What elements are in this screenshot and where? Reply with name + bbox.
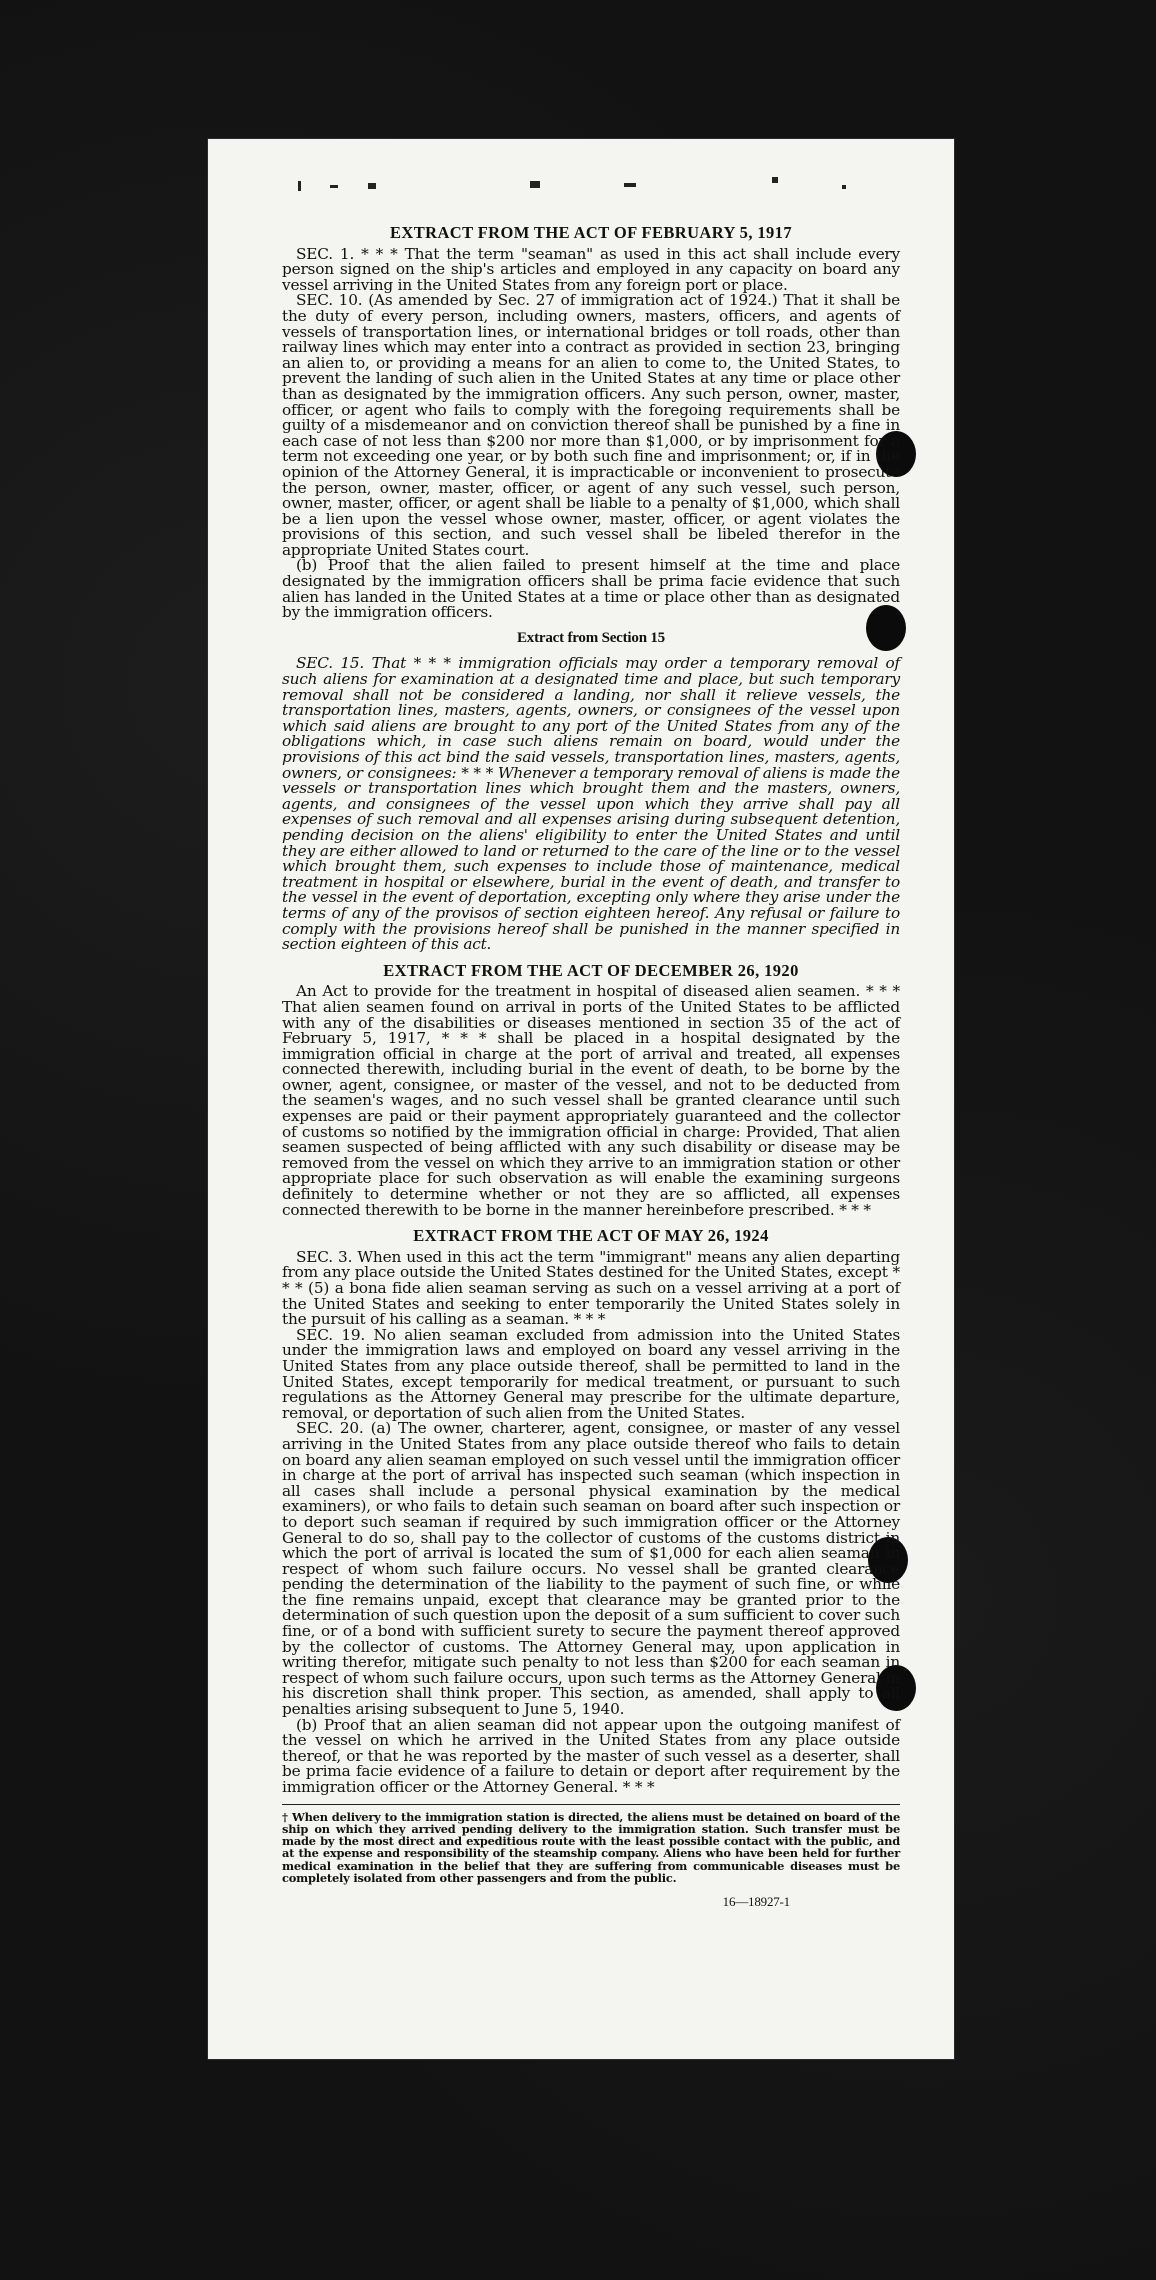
footnote: † When delivery to the immigration station is directed, the aliens must be detained on board of the ship on which they arrived pending delivery to the immigration station. Such transfer must be made by the most direct and expeditious route with the least possible contact with the public, and at the expense and responsibility of the steamship company. Aliens who have been held for further medical examination in the belief that they are suffering from communicable diseases must be completely isolated from other passengers and from the public. bbox=[282, 1809, 900, 1886]
document-body bbox=[282, 215, 900, 1910]
paragraph: SEC. 1. * * * That the term "seaman" as used in this act shall include every person signed on the ship's articles and employed in any capacity on board any vessel arriving in the United States from any foreign port or place. bbox=[282, 244, 900, 294]
paragraph: (b) Proof that an alien seaman did not appear upon the outgoing manifest of the vessel on which he arrived in the United States from any place outside thereof, or that he was reported by the master of such vessel as a deserter, shall be prima facie evidence of a failure to detain or deport after requirement by the immigration officer or the Attorney General. * * * bbox=[282, 1715, 900, 1796]
paragraph-section-15: SEC. 15. That * * * immigration officials may order a temporary removal of such aliens for examination at a designated time and place, but such temporary removal shall not be considered a landing, nor shall it relieve vessels, the transportation lines, masters, agents, owners, or consignees of the vessel upon which said aliens are brought to any port of the United States from any of the obligations which, in case such aliens remain on board, would under the provisions of this act bind the said vessels, transportation lines, masters, agents, owners, or consignees: * * * Whenever a temporary removal of aliens is made the vessels or transportation lines which brought them and the masters, owners, agents, and consignees of the vessel upon which they arrive shall pay all expenses of such removal and all expenses arising during subsequent detention, pending decision on the aliens' eligibility to enter the United States and until they are either allowed to land or returned to the care of the line or to the vessel which brought them, such expenses to include those of maintenance, medical treatment in hospital or elsewhere, burial in the event of death, and transfer to the vessel in the event of deportation, excepting only where they arise under the terms of any of the provisos of section eighteen hereof. Any refusal or failure to comply with the provisions hereof shall be punished in the manner specified in section eighteen of this act. bbox=[282, 654, 900, 954]
form-code: 16—18927-1 bbox=[722, 1894, 790, 1910]
document-page bbox=[208, 139, 954, 2059]
paragraph: SEC. 3. When used in this act the term "immigrant" means any alien departing from any place outside the United States destined for the United States, except * * * (5) a bona fide alien seaman serving as such on a vessel arriving at a port of the United States and seeking to enter temporarily the United States solely in the pursuit of his calling as a seaman. * * * bbox=[282, 1247, 900, 1329]
heading-dec-1920: EXTRACT FROM THE ACT OF DECEMBER 26, 1920 bbox=[383, 960, 799, 980]
footnote-divider bbox=[282, 1804, 900, 1805]
heading-section-15: Extract from Section 15 bbox=[516, 629, 665, 646]
heading-may-1924: EXTRACT FROM THE ACT OF MAY 26, 1924 bbox=[413, 1226, 769, 1246]
paragraph: SEC. 20. (a) The owner, charterer, agent, consignee, or master of any vessel arriving in the United States from any place outside thereof who fails to detain on board any alien seaman employed on such vessel until the immigration officer in charge at the port of arrival has inspected such seaman (which inspection in all cases shall include a personal physical examination by the medical examiners), or who fails to detain such seaman on board after such inspection or to deport such seaman if required by such immigration officer or the Attorney General to do so, shall pay to the collector of customs of the customs district in which the port of arrival is located the sum of $1,000 for each alien seaman in respect of whom such failure occurs. No vessel shall be granted clearance pending the determination of the liability to the payment of such fine, or while the fine remains unpaid, except that clearance may be granted prior to the determination of such question upon the deposit of a sum sufficient to cover such fine, or of a bond with sufficient surety to secure the payment thereof approved by the collector of customs. The Attorney General may, upon application in writing therefor, mitigate such penalty to not less than $200 for each seaman in respect of whom such failure occurs, upon such terms as the Attorney General in his discretion shall think proper. This section, as amended, shall apply to all penalties arising subsequent to June 5, 1940. bbox=[282, 1419, 900, 1719]
paragraph: SEC. 10. (As amended by Sec. 27 of immigration act of 1924.) That it shall be the duty of every person, including owners, masters, officers, and agents of vessels of transportation lines, or international bridges or toll roads, other than railway lines which may enter into a contract as provided in section 23, bringing an alien to, or providing a means for an alien to come to, the United States, to prevent the landing of such alien in the United States at any time or place other than as designated by the immigration officers. Any such person, owner, master, officer, or agent who fails to comply with the foregoing requirements shall be guilty of a misdemeanor and on conviction thereof shall be punished by a fine in each case of not less than $200 nor more than $1,000, or by imprisonment for a term not exceeding one year, or by both such fine and imprisonment; or, if in the opinion of the Attorney General, it is impracticable or inconvenient to prosecute the person, owner, master, officer, or agent of any such vessel, such person, owner, master, officer, or agent shall be liable to a penalty of $1,000, which shall be a lien upon the vessel whose owner, master, officer, or agent violates the provisions of this section, and such vessel shall be libeled therefor in the appropriate United States court. bbox=[282, 291, 900, 559]
paragraph: (b) Proof that the alien failed to present himself at the time and place designated by the immigration officers shall be prima facie evidence that such alien has landed in the United States at a time or place other than as designated by the immigration officers. bbox=[282, 556, 900, 622]
paragraph-dec-1920: An Act to provide for the treatment in hospital of diseased alien seamen. * * * That alien seamen found on arrival in ports of the United States to be afflicted with any of the disabilities or diseases mentioned in section 35 of the act of February 5, 1917, * * * shall be placed in a hospital designated by the immigration official in charge at the port of arrival and treated, all expenses connected therewith, including burial in the event of death, to be borne by the owner, agent, consignee, or master of the vessel, and not to be deducted from the seamen's wages, and no such vessel shall be granted clearance until such expenses are paid or their payment appropriately guaranteed and the collector of customs so notified by the immigration official in charge: Provided, That alien seamen suspected of being afflicted with any such disability or disease may be removed from the vessel on which they arrive to an immigration station or other appropriate place for such observation as will enable the examining surgeons definitely to determine whether or not they are so afflicted, all expenses connected therewith to be borne in the manner hereinbefore prescribed. * * * bbox=[282, 982, 900, 1219]
scan-marks bbox=[298, 177, 858, 197]
heading-feb-1917: EXTRACT FROM THE ACT OF FEBRUARY 5, 1917 bbox=[390, 223, 792, 242]
paragraph: SEC. 19. No alien seaman excluded from admission into the United States under the immigration laws and employed on board any vessel arriving in the United States from any place outside thereof, shall be permitted to land in the United States, except temporarily for medical treatment, or pursuant to such regulations as the Attorney General may prescribe for the ultimate departure, removal, or deportation of such alien from the United States. bbox=[282, 1325, 900, 1422]
